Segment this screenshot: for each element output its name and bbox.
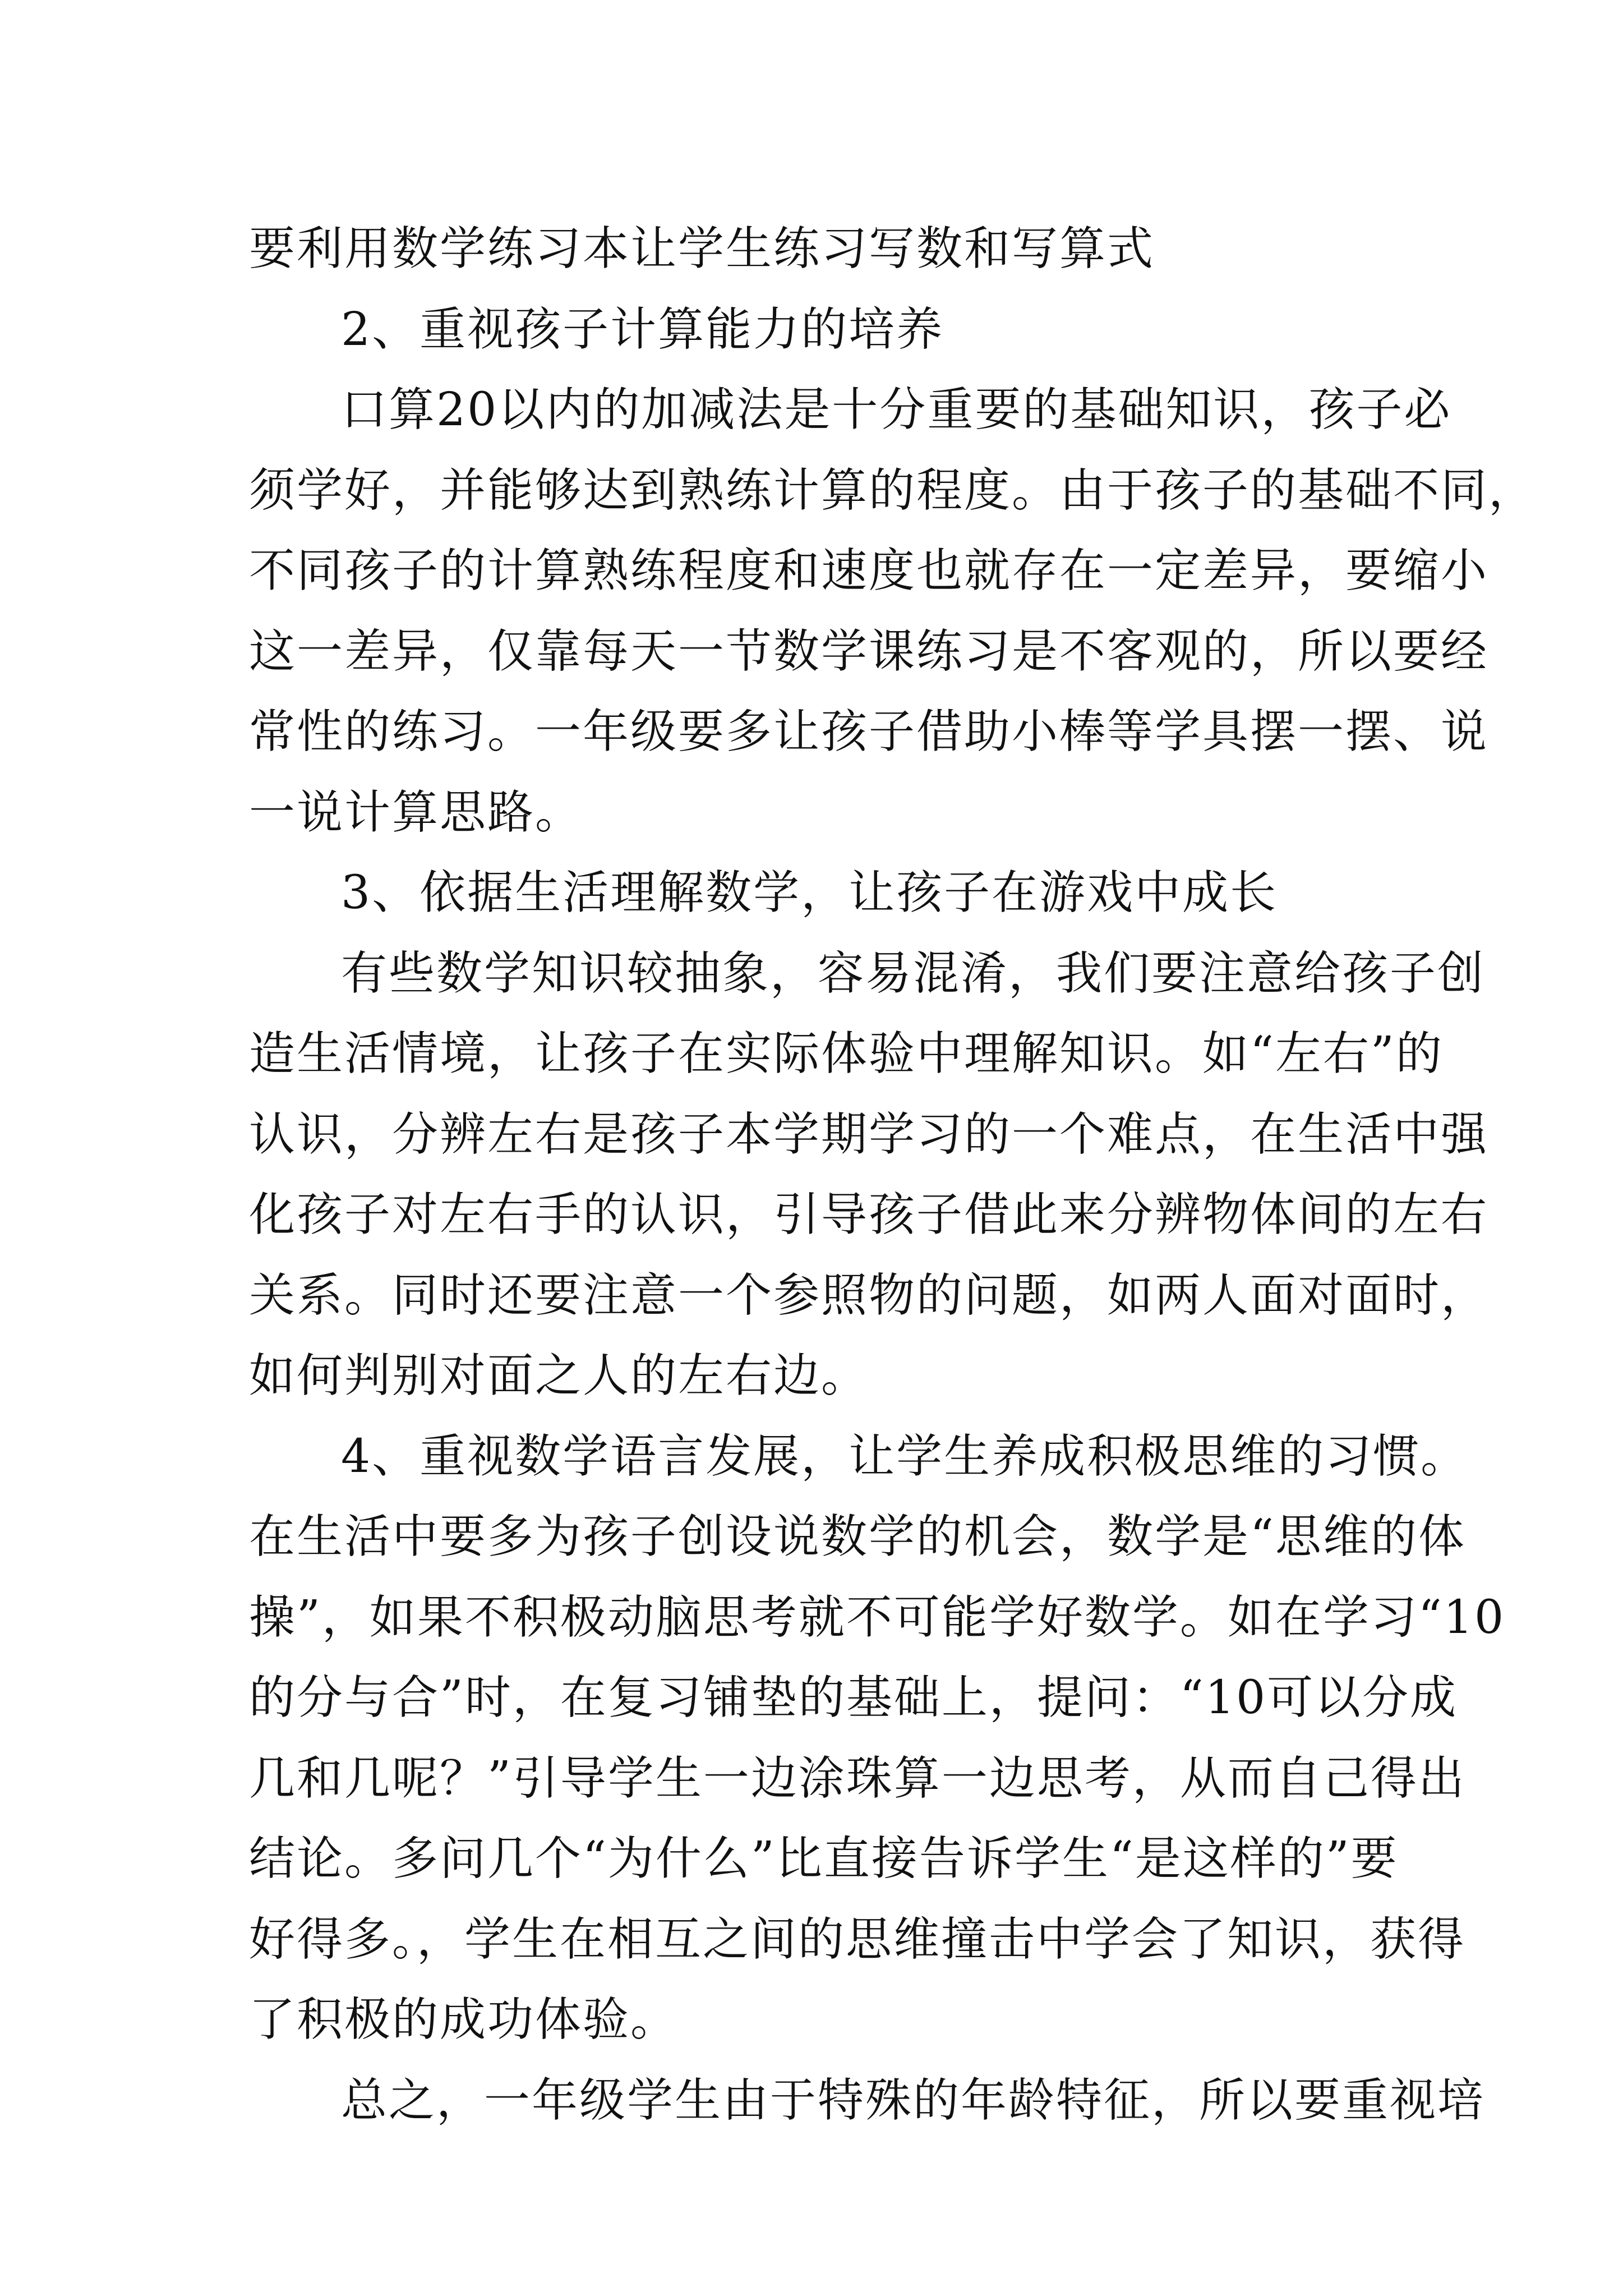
section-heading-4: 4、重视数学语言发展，让学生养成积极思维的习惯。 [341,1429,1469,1483]
text-line: 好得多。，学生在相互之间的思维撞击中学会了知识，获得 [249,1912,1466,1966]
text-line: 口算20以内的加减法是十分重要的基础知识，孩子必 [341,383,1452,436]
text-line: 认识，分辨左右是孩子本学期学习的一个难点，在生活中强 [249,1107,1489,1161]
text-line: 的分与合”时，在复习铺垫的基础上，提问：“10可以分成 [249,1671,1458,1724]
text-line: 结论。多问几个“为什么”比直接告诉学生“是这样的”要 [249,1832,1399,1885]
text-line: 一说计算思路。 [249,785,583,839]
text-line: 关系。同时还要注意一个参照物的问题，如两人面对面时， [249,1268,1489,1322]
section-heading-2: 2、重视孩子计算能力的培养 [341,302,944,356]
text-line: 几和几呢？”引导学生一边涂珠算一边思考，从而自己得出 [249,1751,1466,1805]
text-line: 在生活中要多为孩子创设说数学的机会，数学是“思维的体 [249,1510,1466,1563]
text-line: 有些数学知识较抽象，容易混淆，我们要注意给孩子创 [341,946,1486,1000]
text-line: 造生活情境，让孩子在实际体验中理解知识。如“左右”的 [249,1027,1444,1080]
text-line: 须学好，并能够达到熟练计算的程度。由于孩子的基础不同， [249,463,1537,517]
text-line: 不同孩子的计算熟练程度和速度也就存在一定差异，要缩小 [249,544,1489,597]
text-line: 总之，一年级学生由于特殊的年龄特征，所以要重视培 [341,2073,1486,2127]
section-heading-3: 3、依据生活理解数学，让孩子在游戏中成长 [341,866,1278,919]
document-body [249,209,1537,2141]
text-line: 这一差异，仅靠每天一节数学课练习是不客观的，所以要经 [249,624,1489,678]
text-line: 要利用数学练习本让学生练习写数和写算式 [249,222,1155,275]
text-line: 了积极的成功体验。 [249,1993,679,2046]
text-line: 操”，如果不积极动脑思考就不可能学好数学。如在学习“10 [249,1590,1506,1644]
text-line: 常性的练习。一年级要多让孩子借助小棒等学具摆一摆、说 [249,705,1489,758]
text-line: 如何判别对面之人的左右边。 [249,1349,869,1402]
text-line: 化孩子对左右手的认识，引导孩子借此来分辨物体间的左右 [249,1188,1489,1241]
